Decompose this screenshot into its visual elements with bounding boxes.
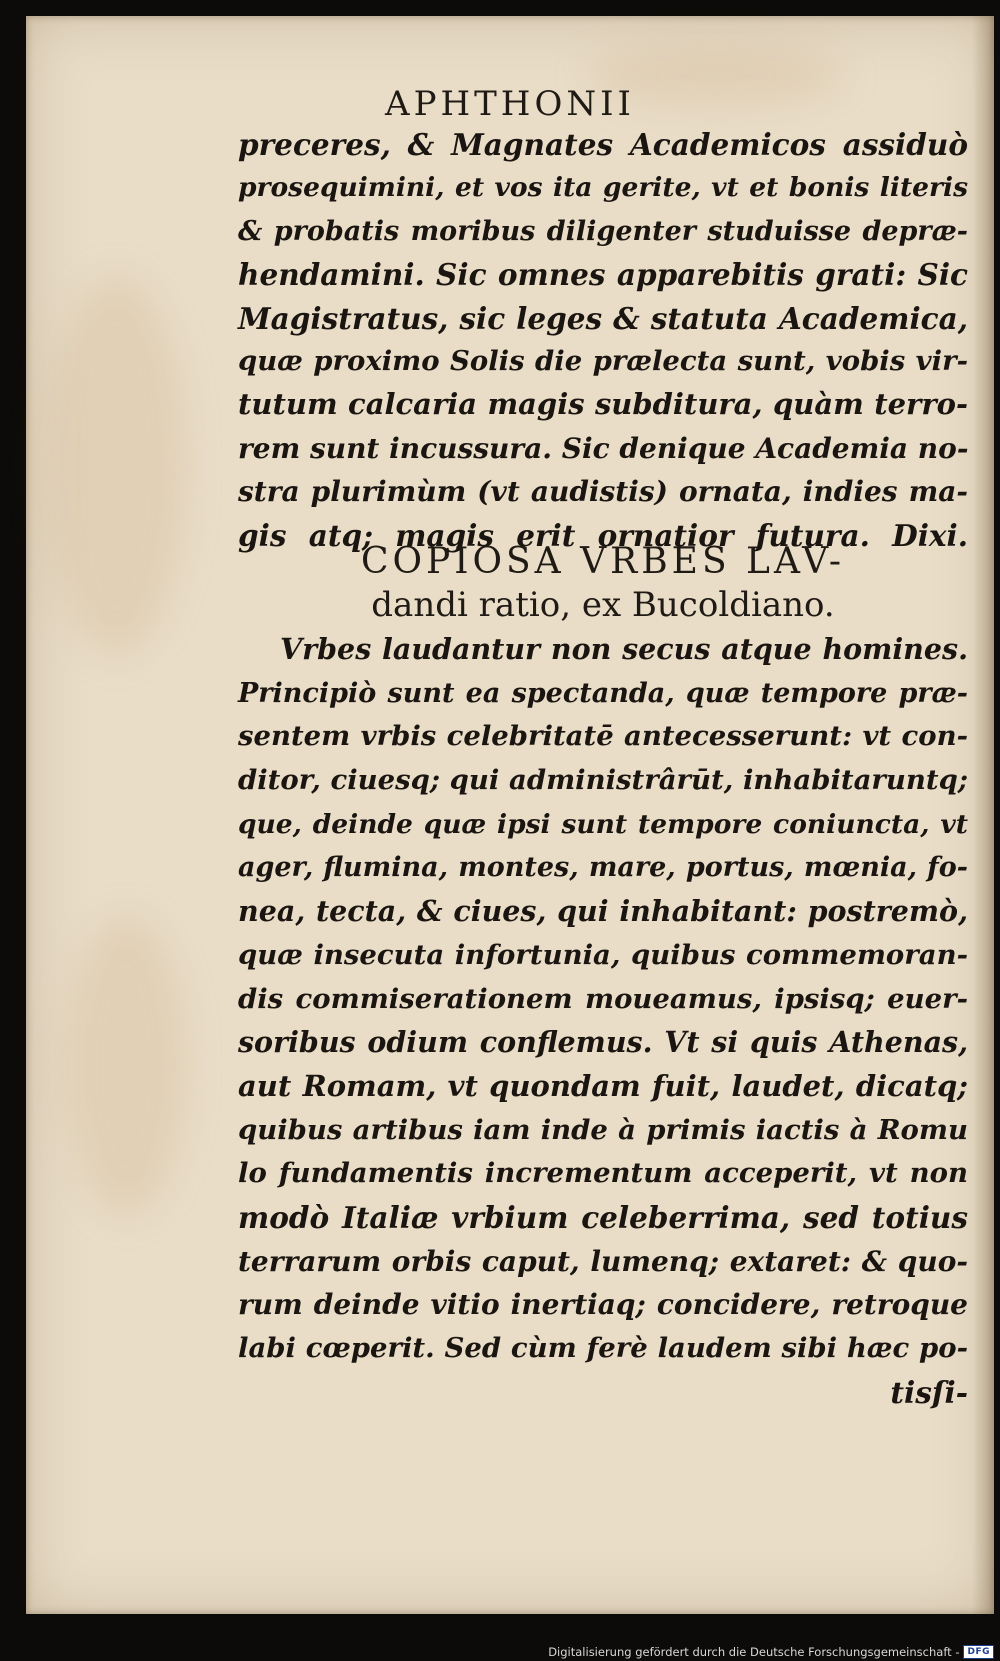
text-line: rem sunt incussura. Sic denique Academia no- <box>238 431 969 465</box>
text-line: sentem vrbis celebritatē antecesserunt: vt con- <box>238 720 968 753</box>
text-line: ditor, ciuesq; qui administrârūt, inhabitaruntq; <box>238 764 968 797</box>
text-line: lo fundamentis incrementum acceperit, vt non <box>238 1157 968 1190</box>
section-heading: COPIOSA VRBES LAV- <box>360 541 846 582</box>
text-line: quæ proximo Solis die prælecta sunt, vobis vir- <box>238 344 968 377</box>
page-edge-shadow <box>972 16 994 1614</box>
text-line: Vrbes laudantur non secus atque homines. <box>280 632 968 666</box>
catchword: tisſi- <box>890 1374 968 1410</box>
paper-stain <box>66 916 186 1216</box>
text-line: modò Italiæ vrbium celeberrima, sed totius <box>238 1199 968 1235</box>
paper-stain <box>46 276 186 656</box>
running-head: APHTHONII <box>385 84 635 124</box>
text-line: Principiò sunt ea spectanda, quæ tempore præ- <box>238 677 968 709</box>
text-line: dis commiserationem moueamus, ipsisq; euer- <box>238 982 968 1015</box>
text-line: labi cœperit. Sed cùm ferè laudem sibi hæc po- <box>238 1332 968 1364</box>
paragraph-2 <box>238 628 968 1414</box>
text-line: aut Romam, vt quondam fuit, laudet, dicatq; <box>238 1068 968 1103</box>
text-line: nea, tecta, & ciues, qui inhabitant: postremò, <box>238 894 968 929</box>
text-line: que, deinde quæ ipsi sunt tempore coniuncta, vt <box>238 808 968 840</box>
text-line: Magistratus, sic leges & statuta Academica, <box>238 300 968 336</box>
text-line: rum deinde vitio inertiaq; concidere, retroque <box>238 1288 968 1322</box>
text-line: ager, flumina, montes, mare, portus, mœnia, fo- <box>238 852 968 884</box>
text-line: soribus odium conflemus. Vt si quis Athenas, <box>238 1025 968 1060</box>
text-line: prosequimini, et vos ita gerite, vt et bonis literis <box>238 172 968 204</box>
text-line: quæ insecuta infortunia, quibus commemoran- <box>238 938 968 971</box>
text-line: terrarum orbis caput, lumenq; extaret: & quo- <box>238 1244 968 1278</box>
credit-text: Digitalisierung gefördert durch die Deutsche Forschungsgemeinschaft - <box>548 1645 960 1659</box>
section-subheading: dandi ratio, ex Bucoldiano. <box>371 585 835 625</box>
paragraph-1 <box>238 123 968 557</box>
text-line: gis atq; magis erit ornatior futura. Dixi. <box>238 517 968 553</box>
text-line: quibus artibus iam inde à primis iactis à Romu <box>238 1113 968 1146</box>
text-line: & probatis moribus diligenter studuisse depræ- <box>238 215 968 247</box>
text-line: stra plurimùm (vt audistis) ornata, indies ma- <box>238 475 968 509</box>
text-line: preceres, & Magnates Academicos assiduò <box>238 127 968 162</box>
text-line: hendamini. Sic omnes apparebitis grati: Sic <box>238 257 968 293</box>
dfg-logo: DFG <box>963 1645 994 1659</box>
text-line: tutum calcaria magis subditura, quàm terro- <box>238 387 968 422</box>
digitization-credit <box>548 1645 994 1659</box>
